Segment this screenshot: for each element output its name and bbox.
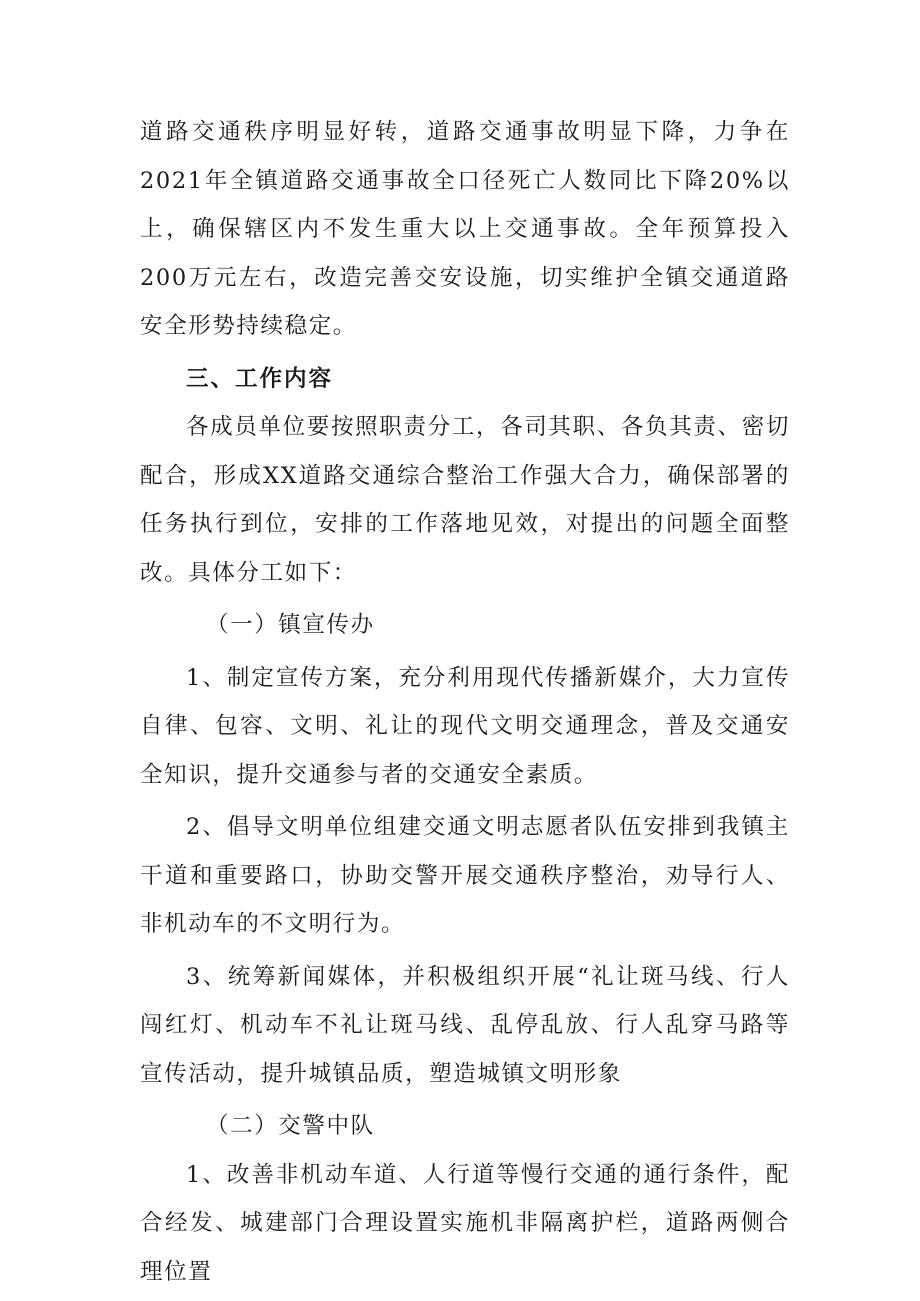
document-page: [140, 108, 790, 1296]
subheading-traffic-police: （二）交警中队: [206, 1113, 375, 1139]
section-heading-work-content: 三、工作内容: [186, 365, 334, 392]
list-item-publicity-1: 1、制定宣传方案，充分利用现代传播新媒介，大力宣传自律、包容、文明、礼让的现代文明交通理念，普及交通安全知识，提升交通参与者的交通安全素质。: [140, 664, 790, 788]
paragraph-intro-tail: 道路交通秩序明显好转，道路交通事故明显下降，力争在2021年全镇道路交通事故全口径死亡人数同比下降20%以上，确保辖区内不发生重大以上交通事故。全年预算投入200万元左右，改造完善交安设施，切实维护全镇交通道路安全形势持续稳定。: [140, 119, 790, 339]
list-item-traffic-police-1: 1、改善非机动车道、人行道等慢行交通的通行条件，配合经发、城建部门合理设置实施机非隔离护栏，道路两侧合理位置: [140, 1161, 790, 1285]
subheading-publicity-office: （一）镇宣传办: [206, 612, 375, 638]
paragraph-section3-body: 各成员单位要按照职责分工，各司其职、各负其责、密切配合，形成XX道路交通综合整治工作强大合力，确保部署的任务执行到位，安排的工作落地见效，对提出的问题全面整改。具体分工如下：: [140, 414, 790, 586]
list-item-publicity-3: 3、统筹新闻媒体，并积极组织开展“礼让斑马线、行人闯红灯、机动车不礼让斑马线、乱停乱放、行人乱穿马路等宣传活动，提升城镇品质，塑造城镇文明形象: [140, 963, 790, 1087]
list-item-publicity-2: 2、倡导文明单位组建交通文明志愿者队伍安排到我镇主干道和重要路口，协助交警开展交通秩序整治，劝导行人、非机动车的不文明行为。: [140, 814, 790, 937]
